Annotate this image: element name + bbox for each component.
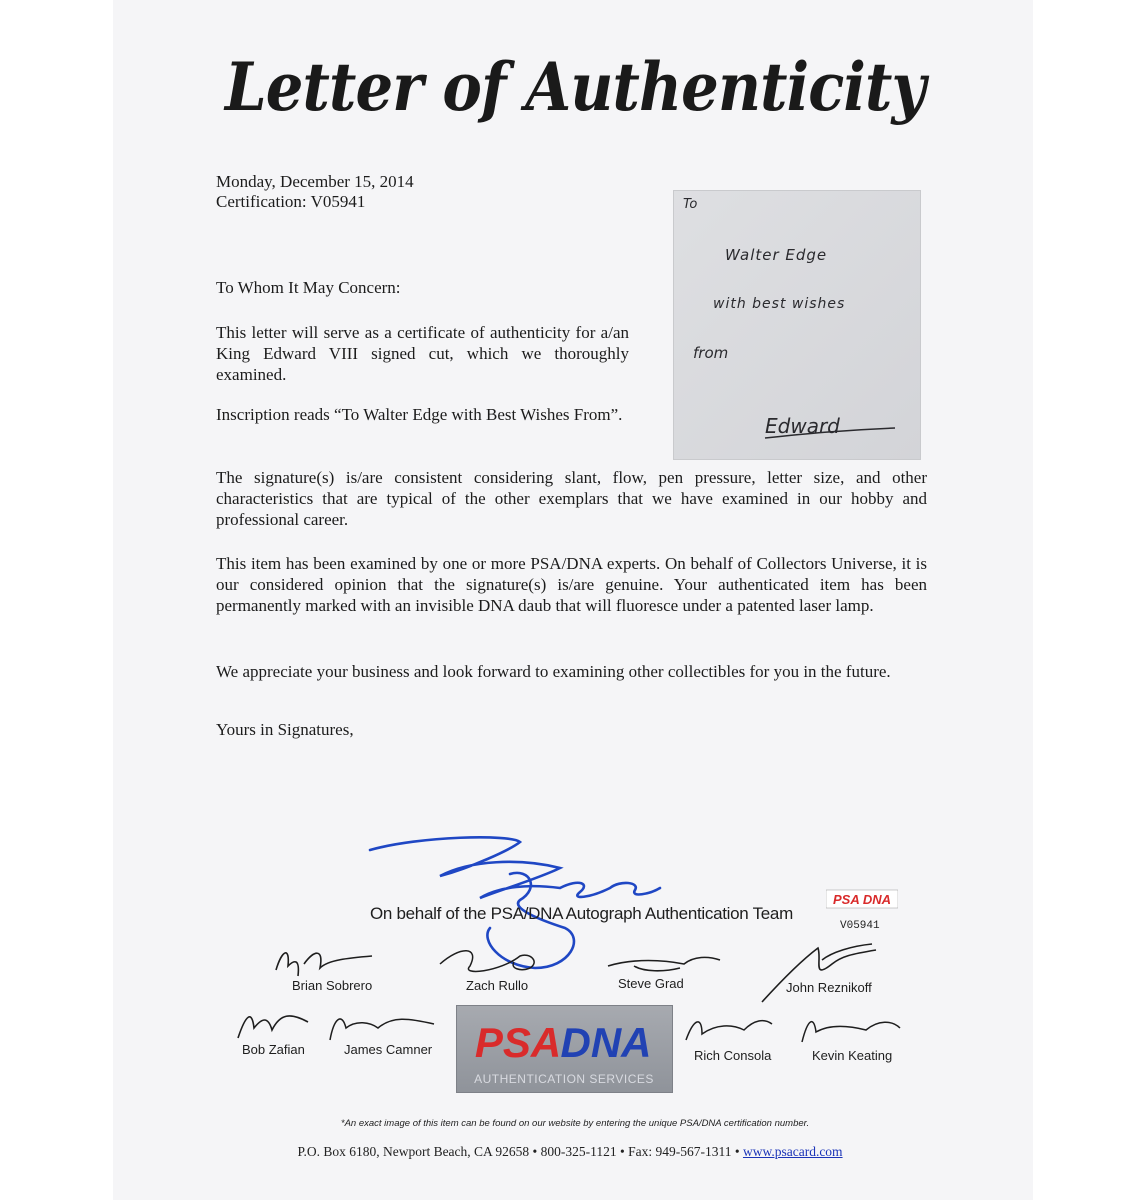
expert-james-camner: James Camner <box>344 1042 433 1057</box>
signed-cut-image <box>673 190 921 460</box>
svg-text:PSA DNA: PSA DNA <box>832 892 892 907</box>
expert-brian-sobrero: Brian Sobrero <box>292 978 373 993</box>
certification-number: Certification: V05941 <box>216 192 366 211</box>
signature-john-reznikoff <box>752 940 882 1010</box>
letter-title-text: Letter of Authenticity <box>223 48 931 126</box>
paragraph-examination: This item has been examined by one or more PSA/DNA experts. On behalf of Collectors Universe, it is our considered opinion that the signature(s) is/are genuine. Your authenticated item has been permanently marked with an invisible DNA daub that will fluoresce under a patented laser lamp. <box>216 554 927 615</box>
letter-title <box>215 28 935 148</box>
paragraph-inscription: Inscription reads “To Walter Edge with Best Wishes From”. <box>216 405 623 424</box>
handwriting-wishes: with best wishes <box>713 296 846 312</box>
handwriting-to: To <box>683 197 698 212</box>
expert-zach-rullo: Zach Rullo <box>466 978 529 993</box>
expert-john-reznikoff: John Reznikoff <box>786 980 872 995</box>
logo-psa: PSA <box>474 1019 562 1066</box>
sticker-code: V05941 <box>840 920 880 932</box>
closing-line: Yours in Signatures, <box>216 720 354 739</box>
paragraph-certificate: This letter will serve as a certificate of authenticity for a/an King Edward VIII signed cut, which we thoroughly examined. <box>216 323 629 384</box>
letter-date: Monday, December 15, 2014 <box>216 172 414 191</box>
handwriting-from: from <box>693 344 729 362</box>
team-line: On behalf of the PSA/DNA Autograph Authentication Team <box>370 904 793 923</box>
expert-rich-consola: Rich Consola <box>694 1048 772 1063</box>
signature-zach-rullo <box>430 942 550 982</box>
signature-kevin-keating <box>796 1010 904 1048</box>
expert-bob-zafian: Bob Zafian <box>242 1042 305 1057</box>
expert-steve-grad: Steve Grad <box>618 976 684 991</box>
logo-dna: DNA <box>560 1019 652 1066</box>
greeting: To Whom It May Concern: <box>216 278 401 297</box>
website-link[interactable]: www.psacard.com <box>742 1144 843 1159</box>
psa-dna-sticker <box>826 888 898 910</box>
signature-bob-zafian <box>232 1004 312 1044</box>
handwriting-name: Walter Edge <box>725 246 828 264</box>
psa-dna-logo <box>456 1005 673 1093</box>
signature-rich-consola <box>680 1010 776 1048</box>
expert-kevin-keating: Kevin Keating <box>812 1048 893 1063</box>
paragraph-appreciation: We appreciate your business and look forward to examining other collectibles for you in the future. <box>216 662 891 681</box>
paragraph-consistency: The signature(s) is/are consistent considering slant, flow, pen pressure, letter size, and other characteristics that are typical of the other exemplars that we have examined in our hobby and professional career. <box>216 468 927 529</box>
logo-subtitle: AUTHENTICATION SERVICES <box>474 1072 654 1086</box>
address-text: P.O. Box 6180, Newport Beach, CA 92658 • 800-325-1121 • Fax: 949-567-1311 • <box>297 1144 740 1159</box>
footnote: *An exact image of this item can be found on our website by entering the unique PSA/DNA certification number. <box>340 1118 810 1129</box>
handwriting-signature: Edward <box>765 414 840 438</box>
signature-james-camner <box>322 1006 440 1046</box>
footer-address <box>260 1144 880 1160</box>
